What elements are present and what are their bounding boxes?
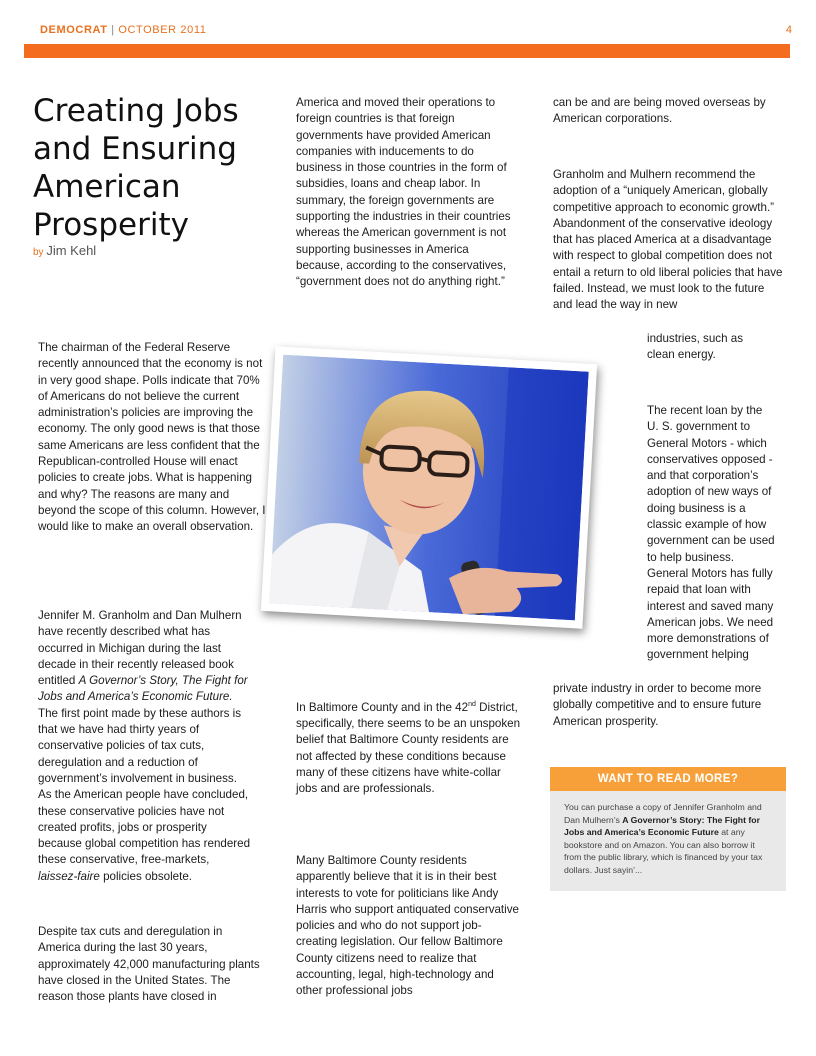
col3-paragraph-2-tail: industries, such as clean energy.: [647, 332, 744, 362]
col1-paragraph-1: The chairman of the Federal Reserve recently announced that the economy is not in very good shape. Polls indicate that 70% of Americans do not believe the current administration’s policies are improving the economy. The only good news is that those same Americans are less confident that the Republican-controlled House will enact policies to create jobs. What is happening and why? The reasons are many and beyond the scope of this column. However, I would like to make an overall observation.: [38, 341, 266, 534]
article-photo: [261, 346, 597, 629]
sidebar-heading: WANT TO READ MORE?: [550, 767, 786, 791]
col3-paragraph-1: can be and are being moved overseas by American corporations.: [553, 96, 766, 126]
masthead: [40, 24, 206, 36]
article-title: Creating Jobs and Ensuring American Prosperity: [33, 93, 239, 243]
sidebar-book-title: A Governor’s Story: The Fight for Jobs and America’s Economic Future: [564, 814, 760, 837]
col2-paragraph-2: In Baltimore County and in the 42nd District, specifically, there seems to be an unspoken belief that Baltimore County residents are not affected by these conditions because many of these citizens have white-collar jobs and are professionals.: [296, 700, 521, 796]
col3-paragraph-3: The recent loan by the U. S. government to General Motors - which conservatives opposed - and that corporation’s adoption of new ways of doing business is a classic example of how government can be used to help business. General Motors has fully repaid that loan with interest and saved many American jobs. We need more demonstrations of government helping: [647, 404, 775, 662]
speaker-photo: [269, 355, 588, 621]
italic-term: laissez-faire: [38, 869, 100, 883]
page-header: [40, 24, 792, 40]
col2-paragraph-1: America and moved their operations to foreign countries is that foreign governments have provided American companies with inducements to do business in those countries in the form of subsidies, loans and cheap labor. In summary, the foreign governments are supporting the industries in their countries whereas the American government is not supporting businesses in America because, according to the conservatives, “government does not do anything right.”: [296, 96, 511, 289]
col1-paragraph-3: Despite tax cuts and deregulation in America during the last 30 years, approximately 42,000 manufacturing plants have closed in the United States. The reason those plants have closed in: [38, 925, 260, 1004]
col1-paragraph-2: Jennifer M. Granholm and Dan Mulhern have recently described what has occurred in Michigan during the last decade in their recently released book entitled A Governor’s Story, The Fight for Jobs and America’s Economic Future. The first point made by these authors is that we have had thirty years of conservative policies of tax cuts, deregulation and a reduction of government’s involvement in business. As the American people have concluded, these conservative policies have not created profits, jobs or prosperity because global competition has rendered these conservative, free-markets, laissez-faire policies obsolete.: [38, 609, 251, 883]
byline: [33, 243, 96, 258]
header-separator: |: [107, 24, 119, 36]
col3-paragraph-3-tail: private industry in order to become more globally competitive and to ensure future American prosperity.: [553, 682, 762, 728]
header-rule: [24, 44, 790, 58]
issue-date: OCTOBER 2011: [118, 24, 207, 36]
col3-paragraph-2: Granholm and Mulhern recommend the adoption of a “uniquely American, globally competitive approach to economic growth.” Abandonment of the conservative ideology that has placed America at a disadvantage with respect to global competition does not entail a return to old liberal policies that have failed. Instead, we must look to the future and lead the way in new: [553, 168, 783, 312]
page-number: 4: [785, 24, 792, 36]
book-title: A Governor’s Story, The Fight for Jobs and America’s Economic Future.: [38, 674, 248, 704]
sidebar-body: You can purchase a copy of Jennifer Granholm and Dan Mulhern’s A Governor’s Story: The Fight for Jobs and America’s Economic Future at any bookstore and on Amazon. You can also borrow it from the public library, which is financed by your tax dollars. Just sayin’...: [550, 791, 786, 891]
byline-prefix: by: [33, 247, 47, 258]
publication-name: DEMOCRAT: [40, 24, 108, 36]
col2-paragraph-3: Many Baltimore County residents apparently believe that it is in their best interests to vote for politicians like Andy Harris who support antiquated conservative policies and who do not support job-creating legislation. Our fellow Baltimore County citizens need to realize that accounting, legal, high-technology and other professional jobs: [296, 854, 519, 998]
author-name: Jim Kehl: [46, 243, 97, 258]
